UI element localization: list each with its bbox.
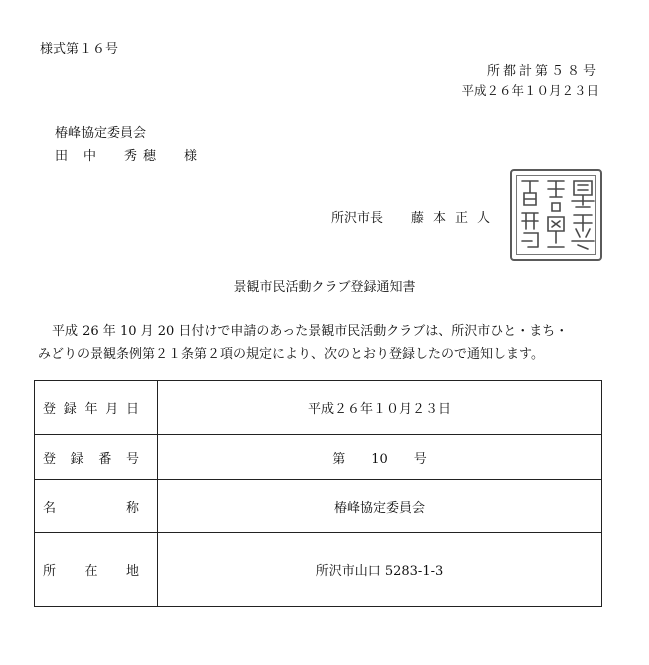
table-label-cell <box>35 533 158 607</box>
label-char: 称 <box>125 500 139 516</box>
table-label-cell <box>35 381 158 435</box>
label-char: 月 <box>105 402 119 417</box>
label-char: 登 <box>43 402 57 417</box>
label-char: 登 <box>43 451 57 467</box>
location-value: 所沢市山口 5283-1-3 <box>158 533 602 607</box>
label-name <box>43 497 139 516</box>
addressee-name-char: 穂 <box>143 149 157 164</box>
table-row <box>35 480 602 533</box>
label-char: 号 <box>125 451 139 467</box>
label-char: 録 <box>63 402 77 417</box>
addressee-honorific: 様 <box>184 149 198 164</box>
sender-line <box>331 207 499 226</box>
club-name-value: 椿峰協定委員会 <box>158 480 602 533</box>
seal-glyphs-image <box>512 171 600 259</box>
addressee-name: 田 中 秀 穂 様 <box>55 145 197 164</box>
label-registration-number <box>43 448 139 467</box>
registration-number-value: 第 10 号 <box>158 435 602 480</box>
addressee-organization: 椿峰協定委員会 <box>55 126 147 141</box>
table-row <box>35 381 602 435</box>
table-row <box>35 435 602 480</box>
form-number: 様式第１６号 <box>40 42 119 57</box>
table-label-cell <box>35 435 158 480</box>
label-char: 日 <box>125 402 139 417</box>
label-char: 年 <box>84 402 98 417</box>
sender-title: 所沢市長 <box>331 211 384 226</box>
table-label-cell <box>35 480 158 533</box>
label-char: 在 <box>84 564 98 579</box>
notice-body-line: 平成 26 年 10 月 20 日付けで申請のあった景観市民活動クラブは、所沢市ひと・まち・ <box>52 324 569 339</box>
label-char: 所 <box>43 564 57 579</box>
label-char: 録 <box>70 451 84 467</box>
document-number: 所都計第５８号 <box>486 64 599 79</box>
notice-body-line: みどりの景観条例第２１条第２項の規定により、次のとおり登録したので通知します。 <box>38 347 544 362</box>
registration-date-value: 平成２６年１０月２３日 <box>158 381 602 435</box>
registration-table <box>34 380 602 607</box>
sender-name: 藤本正人 <box>411 211 500 226</box>
label-char: 番 <box>98 451 112 467</box>
label-registration-date <box>43 398 139 417</box>
table-row <box>35 533 602 607</box>
issue-date: 平成２６年１０月２３日 <box>461 83 599 98</box>
label-char: 名 <box>43 500 57 516</box>
label-location <box>43 560 139 579</box>
label-char: 地 <box>125 564 139 579</box>
notice-body <box>38 320 618 366</box>
addressee-name-char: 秀 <box>124 149 138 164</box>
official-seal <box>510 169 602 261</box>
document-title: 景観市民活動クラブ登録通知書 <box>233 280 416 295</box>
addressee-name-char: 中 <box>83 149 97 164</box>
